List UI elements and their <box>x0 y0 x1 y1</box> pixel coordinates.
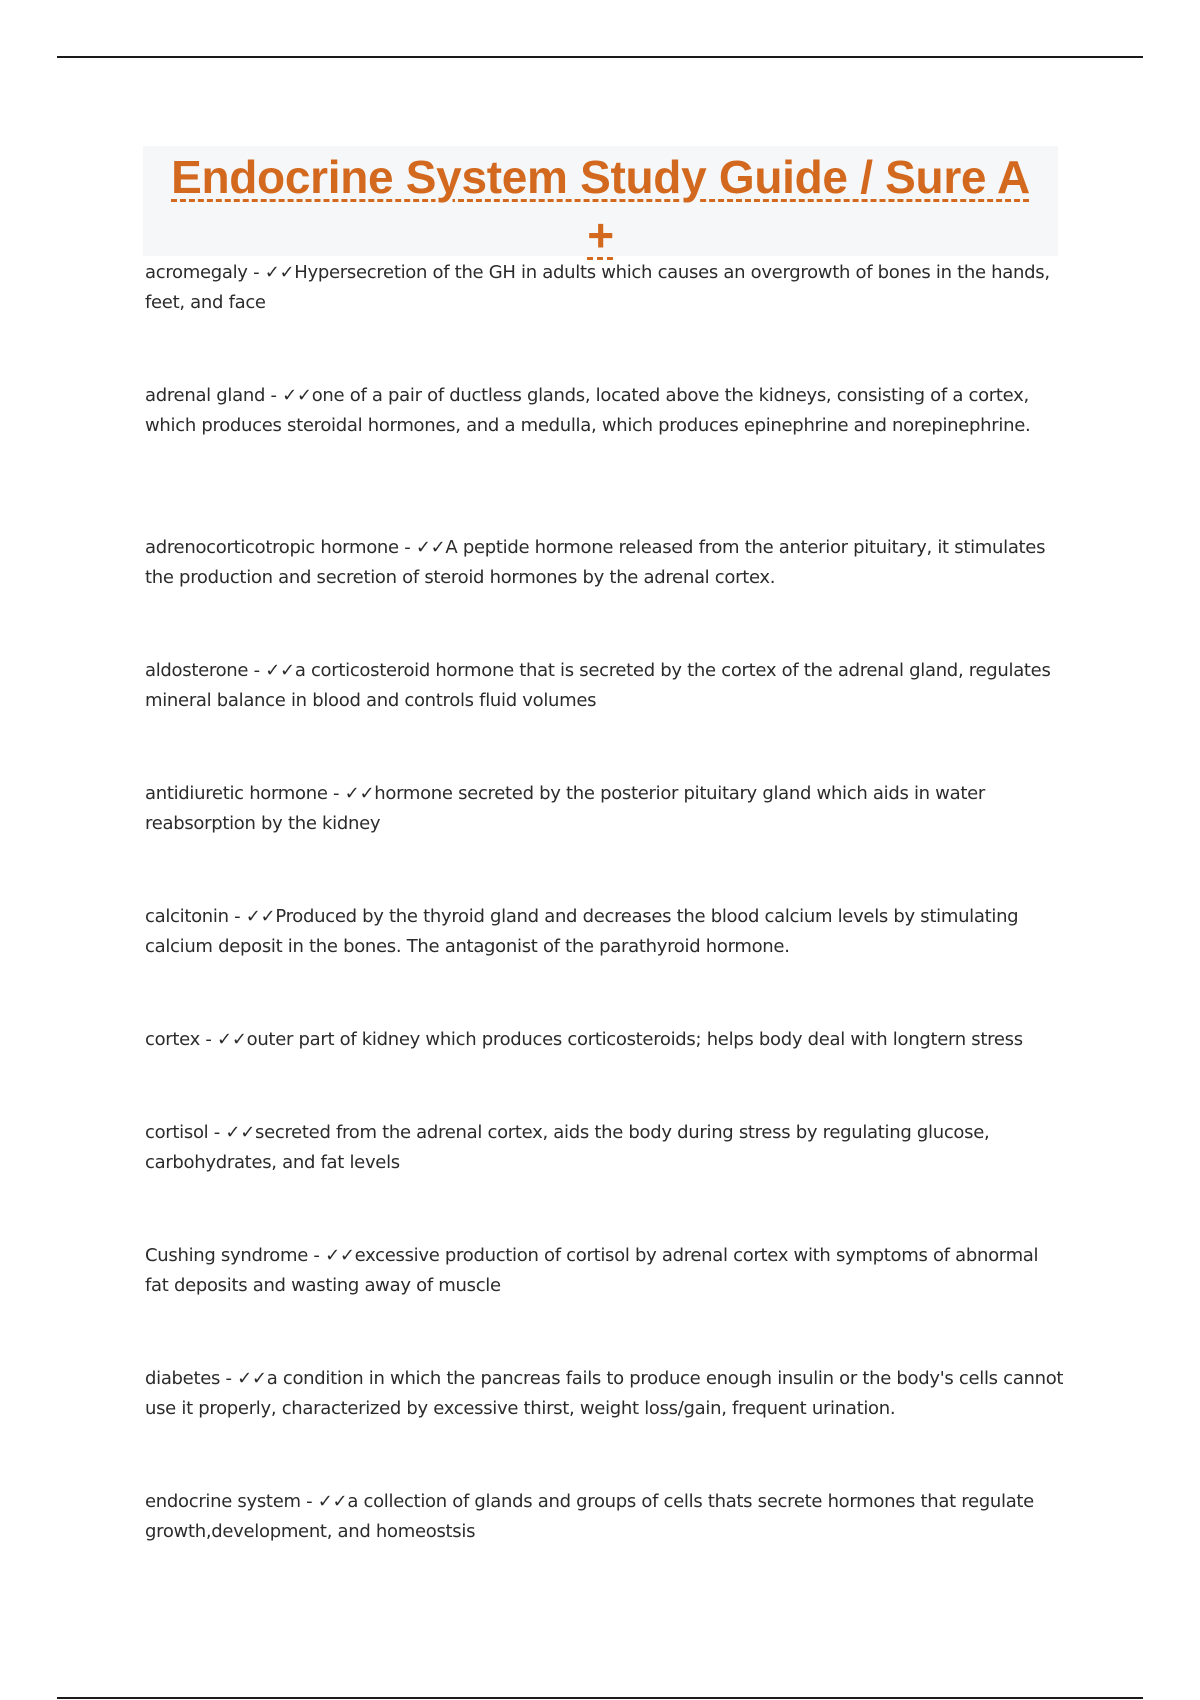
entry-definition: a condition in which the pancreas fails to produce enough insulin or the body's cells cannot use it properly, characterized by excessive thirst, weight loss/gain, frequent urination. <box>145 1368 1064 1419</box>
entry-separator: - <box>228 906 246 927</box>
entry-separator: - <box>220 1368 238 1389</box>
check-icon: ✓✓ <box>317 1491 348 1512</box>
entry-definition: Hypersecretion of the GH in adults which causes an overgrowth of bones in the hands, feet, and face <box>145 262 1050 313</box>
bottom-rule <box>57 1697 1143 1699</box>
entry-separator: - <box>248 660 266 681</box>
entry-term: diabetes <box>145 1368 221 1389</box>
entry-diabetes <box>145 1364 1065 1424</box>
check-icon: ✓✓ <box>264 262 295 283</box>
entry-adrenocorticotropic-hormone <box>145 533 1065 593</box>
entry-separator: - <box>199 1029 218 1050</box>
entry-separator: - <box>265 385 283 406</box>
check-icon: ✓✓ <box>237 1368 267 1389</box>
entry-term: cortex <box>145 1029 200 1050</box>
entry-term: acromegaly <box>145 262 248 283</box>
check-icon: ✓✓ <box>325 1245 355 1266</box>
entry-separator: - <box>398 537 416 558</box>
check-icon: ✓✓ <box>245 906 276 927</box>
entry-definition: a corticosteroid hormone that is secreted by the cortex of the adrenal gland, regulates mineral balance in blood and controls fluid volumes <box>145 660 1051 711</box>
entry-definition: secreted from the adrenal cortex, aids the body during stress by regulating glucose, carbohydrates, and fat levels <box>145 1122 990 1173</box>
page-title: Endocrine System Study Guide / Sure A + <box>171 151 1030 261</box>
check-icon: ✓✓ <box>217 1029 247 1050</box>
entry-separator: - <box>300 1491 318 1512</box>
entry-acromegaly <box>145 258 1065 318</box>
entry-definition: one of a pair of ductless glands, located above the kidneys, consisting of a cortex, which produces steroidal hormones, and a medulla, which produces epinephrine and norepinephrine. <box>145 385 1031 436</box>
entry-term: adrenal gland <box>145 385 266 406</box>
entry-term: calcitonin <box>145 906 229 927</box>
check-icon: ✓✓ <box>415 537 446 558</box>
entry-term: endocrine system <box>145 1491 301 1512</box>
entry-term: antidiuretic hormone <box>145 783 328 804</box>
entry-definition: A peptide hormone released from the anterior pituitary, it stimulates the production and secretion of steroid hormones by the adrenal cortex. <box>145 537 1046 588</box>
entry-separator: - <box>208 1122 226 1143</box>
entry-separator: - <box>327 783 345 804</box>
entry-term: adrenocorticotropic hormone <box>145 537 399 558</box>
top-rule <box>57 56 1143 58</box>
entry-term: aldosterone <box>145 660 249 681</box>
entry-endocrine-system <box>145 1487 1065 1547</box>
check-icon: ✓✓ <box>282 385 312 406</box>
entry-aldosterone <box>145 656 1065 716</box>
entry-definition: hormone secreted by the posterior pituitary gland which aids in water reabsorption by the kidney <box>145 783 985 834</box>
entry-definition: excessive production of cortisol by adrenal cortex with symptoms of abnormal fat deposits and wasting away of muscle <box>145 1245 1039 1296</box>
entry-term: cortisol <box>145 1122 209 1143</box>
entry-cushing-syndrome <box>145 1241 1065 1301</box>
entry-definition: outer part of kidney which produces corticosteroids; helps body deal with longtern stress <box>246 1029 1023 1050</box>
check-icon: ✓✓ <box>265 660 295 681</box>
entry-definition: a collection of glands and groups of cells thats secrete hormones that regulate growth,development, and homeostsis <box>145 1491 1034 1542</box>
entry-adrenal-gland <box>145 381 1065 441</box>
entry-term: Cushing syndrome <box>145 1245 309 1266</box>
entry-definition: Produced by the thyroid gland and decreases the blood calcium levels by stimulating calcium deposit in the bones. The antagonist of the parathyroid hormone. <box>145 906 1019 957</box>
entry-cortex <box>145 1025 1085 1055</box>
entry-separator: - <box>247 262 265 283</box>
entry-cortisol <box>145 1118 1065 1178</box>
entry-separator: - <box>308 1245 326 1266</box>
title-box <box>143 146 1058 261</box>
check-icon: ✓✓ <box>225 1122 255 1143</box>
entry-calcitonin <box>145 902 1065 962</box>
entry-antidiuretic-hormone <box>145 779 1065 839</box>
check-icon: ✓✓ <box>344 783 375 804</box>
